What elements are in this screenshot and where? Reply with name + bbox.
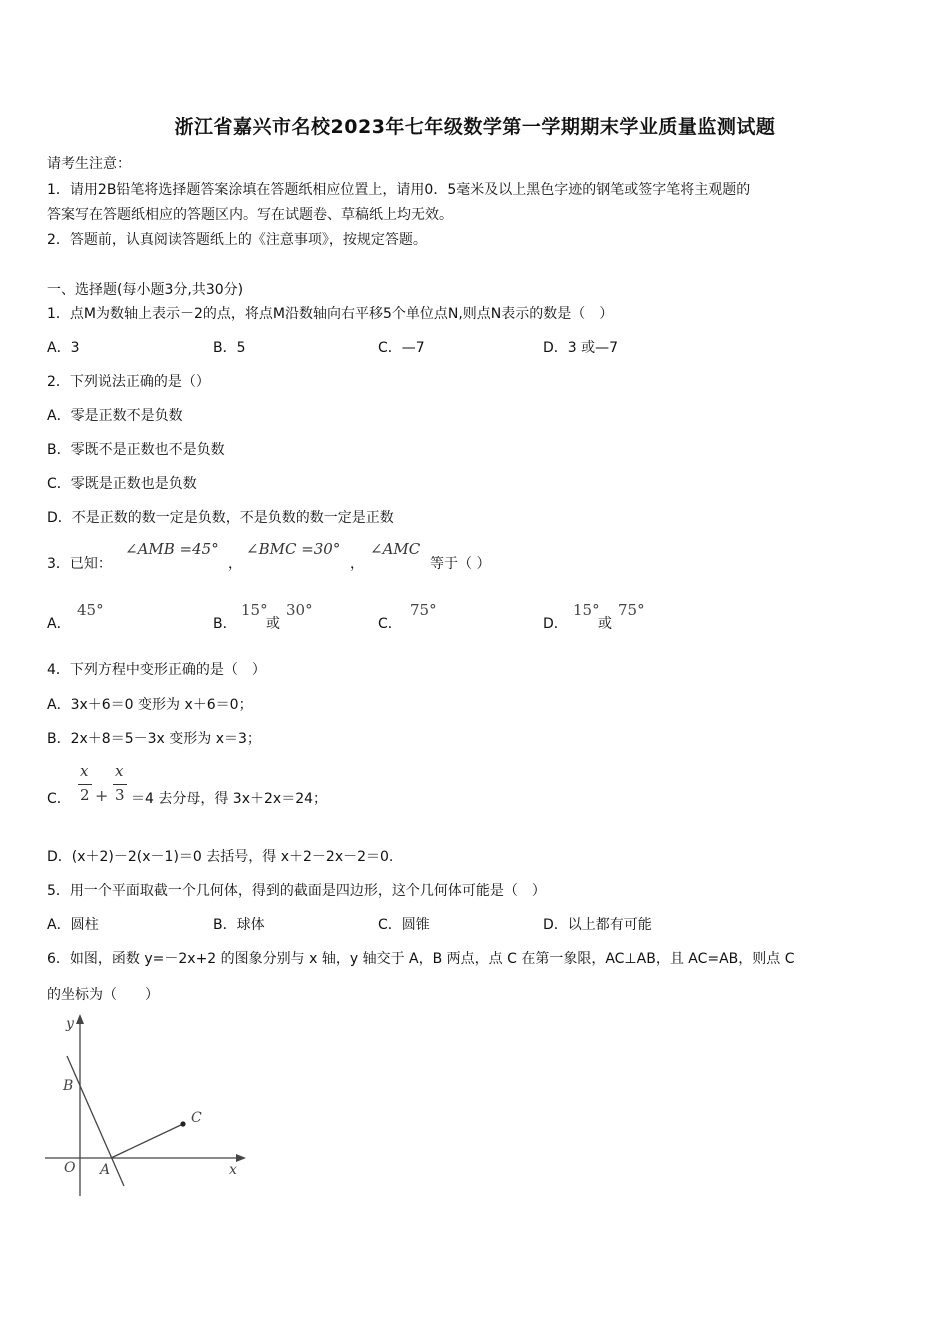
function-line — [67, 1056, 124, 1186]
question-3-option-a-label: A． — [47, 616, 71, 632]
question-1-option-c: C．—7 — [378, 340, 425, 356]
fraction-1-numerator: x — [80, 762, 89, 780]
question-6-figure — [40, 1012, 255, 1204]
question-5-option-c: C．圆锥 — [378, 917, 430, 933]
point-c-dot — [180, 1121, 185, 1126]
question-4-option-c-rest: ＝4 去分母，得 3x＋2x＝24； — [131, 791, 328, 807]
section-heading: 一、选择题(每小题3分,共30分) — [47, 282, 244, 298]
question-3-option-d-value-2: 75° — [618, 601, 645, 619]
question-1-option-d: D．3 或—7 — [543, 340, 619, 356]
question-4-option-c-label: C． — [47, 791, 71, 807]
question-3-angle-bmc: ∠BMC =30° — [246, 540, 341, 558]
question-3-separator-1: ， — [228, 556, 242, 572]
question-3-option-a-value: 45° — [77, 601, 104, 619]
question-3-separator-2: ， — [350, 556, 364, 572]
question-5-option-a: A．圆柱 — [47, 917, 99, 933]
notice-heading: 请考生注意： — [47, 156, 131, 172]
segment-ac — [111, 1124, 183, 1158]
question-4-stem: 4．下列方程中变形正确的是（ ） — [47, 662, 266, 678]
x-axis-arrow-icon — [236, 1154, 246, 1162]
question-3-option-c-value: 75° — [410, 601, 437, 619]
question-2-stem: 2．下列说法正确的是（） — [47, 374, 210, 390]
question-3-option-d-value-1: 15° — [573, 601, 600, 619]
question-3-option-b-or: 或 — [266, 616, 280, 632]
question-2-option-d: D．不是正数的数一定是负数，不是负数的数一定是正数 — [47, 510, 394, 526]
label-o: O — [64, 1160, 76, 1176]
question-3-option-d-or: 或 — [598, 616, 612, 632]
question-2-option-a: A．零是正数不是负数 — [47, 408, 183, 424]
fraction-1-denominator: 2 — [80, 786, 90, 804]
fraction-2-numerator: x — [115, 762, 124, 780]
question-2-option-b: B．零既不是正数也不是负数 — [47, 442, 225, 458]
question-4-option-d: D．(x＋2)－2(x－1)＝0 去括号，得 x＋2－2x－2＝0. — [47, 849, 394, 865]
question-4-option-b: B．2x＋8＝5－3x 变形为 x＝3； — [47, 731, 261, 747]
question-3-option-b-value-1: 15° — [241, 601, 268, 619]
question-3-prefix: 3．已知： — [47, 556, 112, 572]
label-b: B — [63, 1078, 74, 1094]
question-4-plus-sign: + — [95, 786, 109, 805]
question-1-option-b: B．5 — [213, 340, 246, 356]
question-3-angle-amb: ∠AMB =45° — [125, 540, 219, 558]
question-5-option-b: B．球体 — [213, 917, 265, 933]
question-3-option-c-label: C． — [378, 616, 402, 632]
question-1-option-a: A．3 — [47, 340, 80, 356]
question-3-option-d-label: D． — [543, 616, 568, 632]
question-3-option-b-value-2: 30° — [286, 601, 313, 619]
question-3-angle-amc: ∠AMC — [370, 540, 421, 558]
question-4-fraction-2 — [113, 762, 127, 806]
question-1-stem: 1．点M为数轴上表示－2的点，将点M沿数轴向右平移5个单位点N,则点N表示的数是（ ） — [47, 306, 614, 322]
question-2-option-c: C．零既是正数也是负数 — [47, 476, 197, 492]
label-y: y — [66, 1016, 74, 1032]
label-a: A — [100, 1162, 111, 1178]
question-6-stem-line-1: 6．如图，函数 y=－2x+2 的图象分别与 x 轴，y 轴交于 A，B 两点，点 C 在第一象限，AC⊥AB，且 AC=AB，则点 C — [47, 951, 795, 967]
question-3-suffix: 等于（ ） — [430, 556, 491, 572]
question-4-fraction-1 — [78, 762, 92, 806]
question-5-stem: 5．用一个平面取截一个几何体，得到的截面是四边形，这个几何体可能是（ ） — [47, 883, 546, 899]
notice-item-1-line-2: 答案写在答题纸相应的答题区内。写在试题卷、草稿纸上均无效。 — [47, 207, 453, 223]
fraction-2-bar — [113, 784, 127, 785]
y-axis-arrow-icon — [76, 1014, 84, 1024]
fraction-2-denominator: 3 — [115, 786, 125, 804]
notice-item-1-line-1: 1．请用2B铅笔将选择题答案涂填在答题纸相应位置上，请用0．5毫米及以上黑色字迹的钢笔或签字笔将主观题的 — [47, 182, 751, 198]
question-6-stem-line-2: 的坐标为（ ） — [47, 987, 159, 1003]
page-title: 浙江省嘉兴市名校2023年七年级数学第一学期期末学业质量监测试题 — [174, 116, 776, 138]
question-3-option-b-label: B． — [213, 616, 237, 632]
question-5-option-d: D．以上都有可能 — [543, 917, 652, 933]
label-c: C — [191, 1110, 202, 1126]
notice-item-2: 2．答题前，认真阅读答题纸上的《注意事项》，按规定答题。 — [47, 232, 427, 248]
question-4-option-a: A．3x＋6＝0 变形为 x＋6＝0； — [47, 697, 253, 713]
fraction-1-bar — [78, 784, 92, 785]
label-x: x — [229, 1162, 237, 1178]
